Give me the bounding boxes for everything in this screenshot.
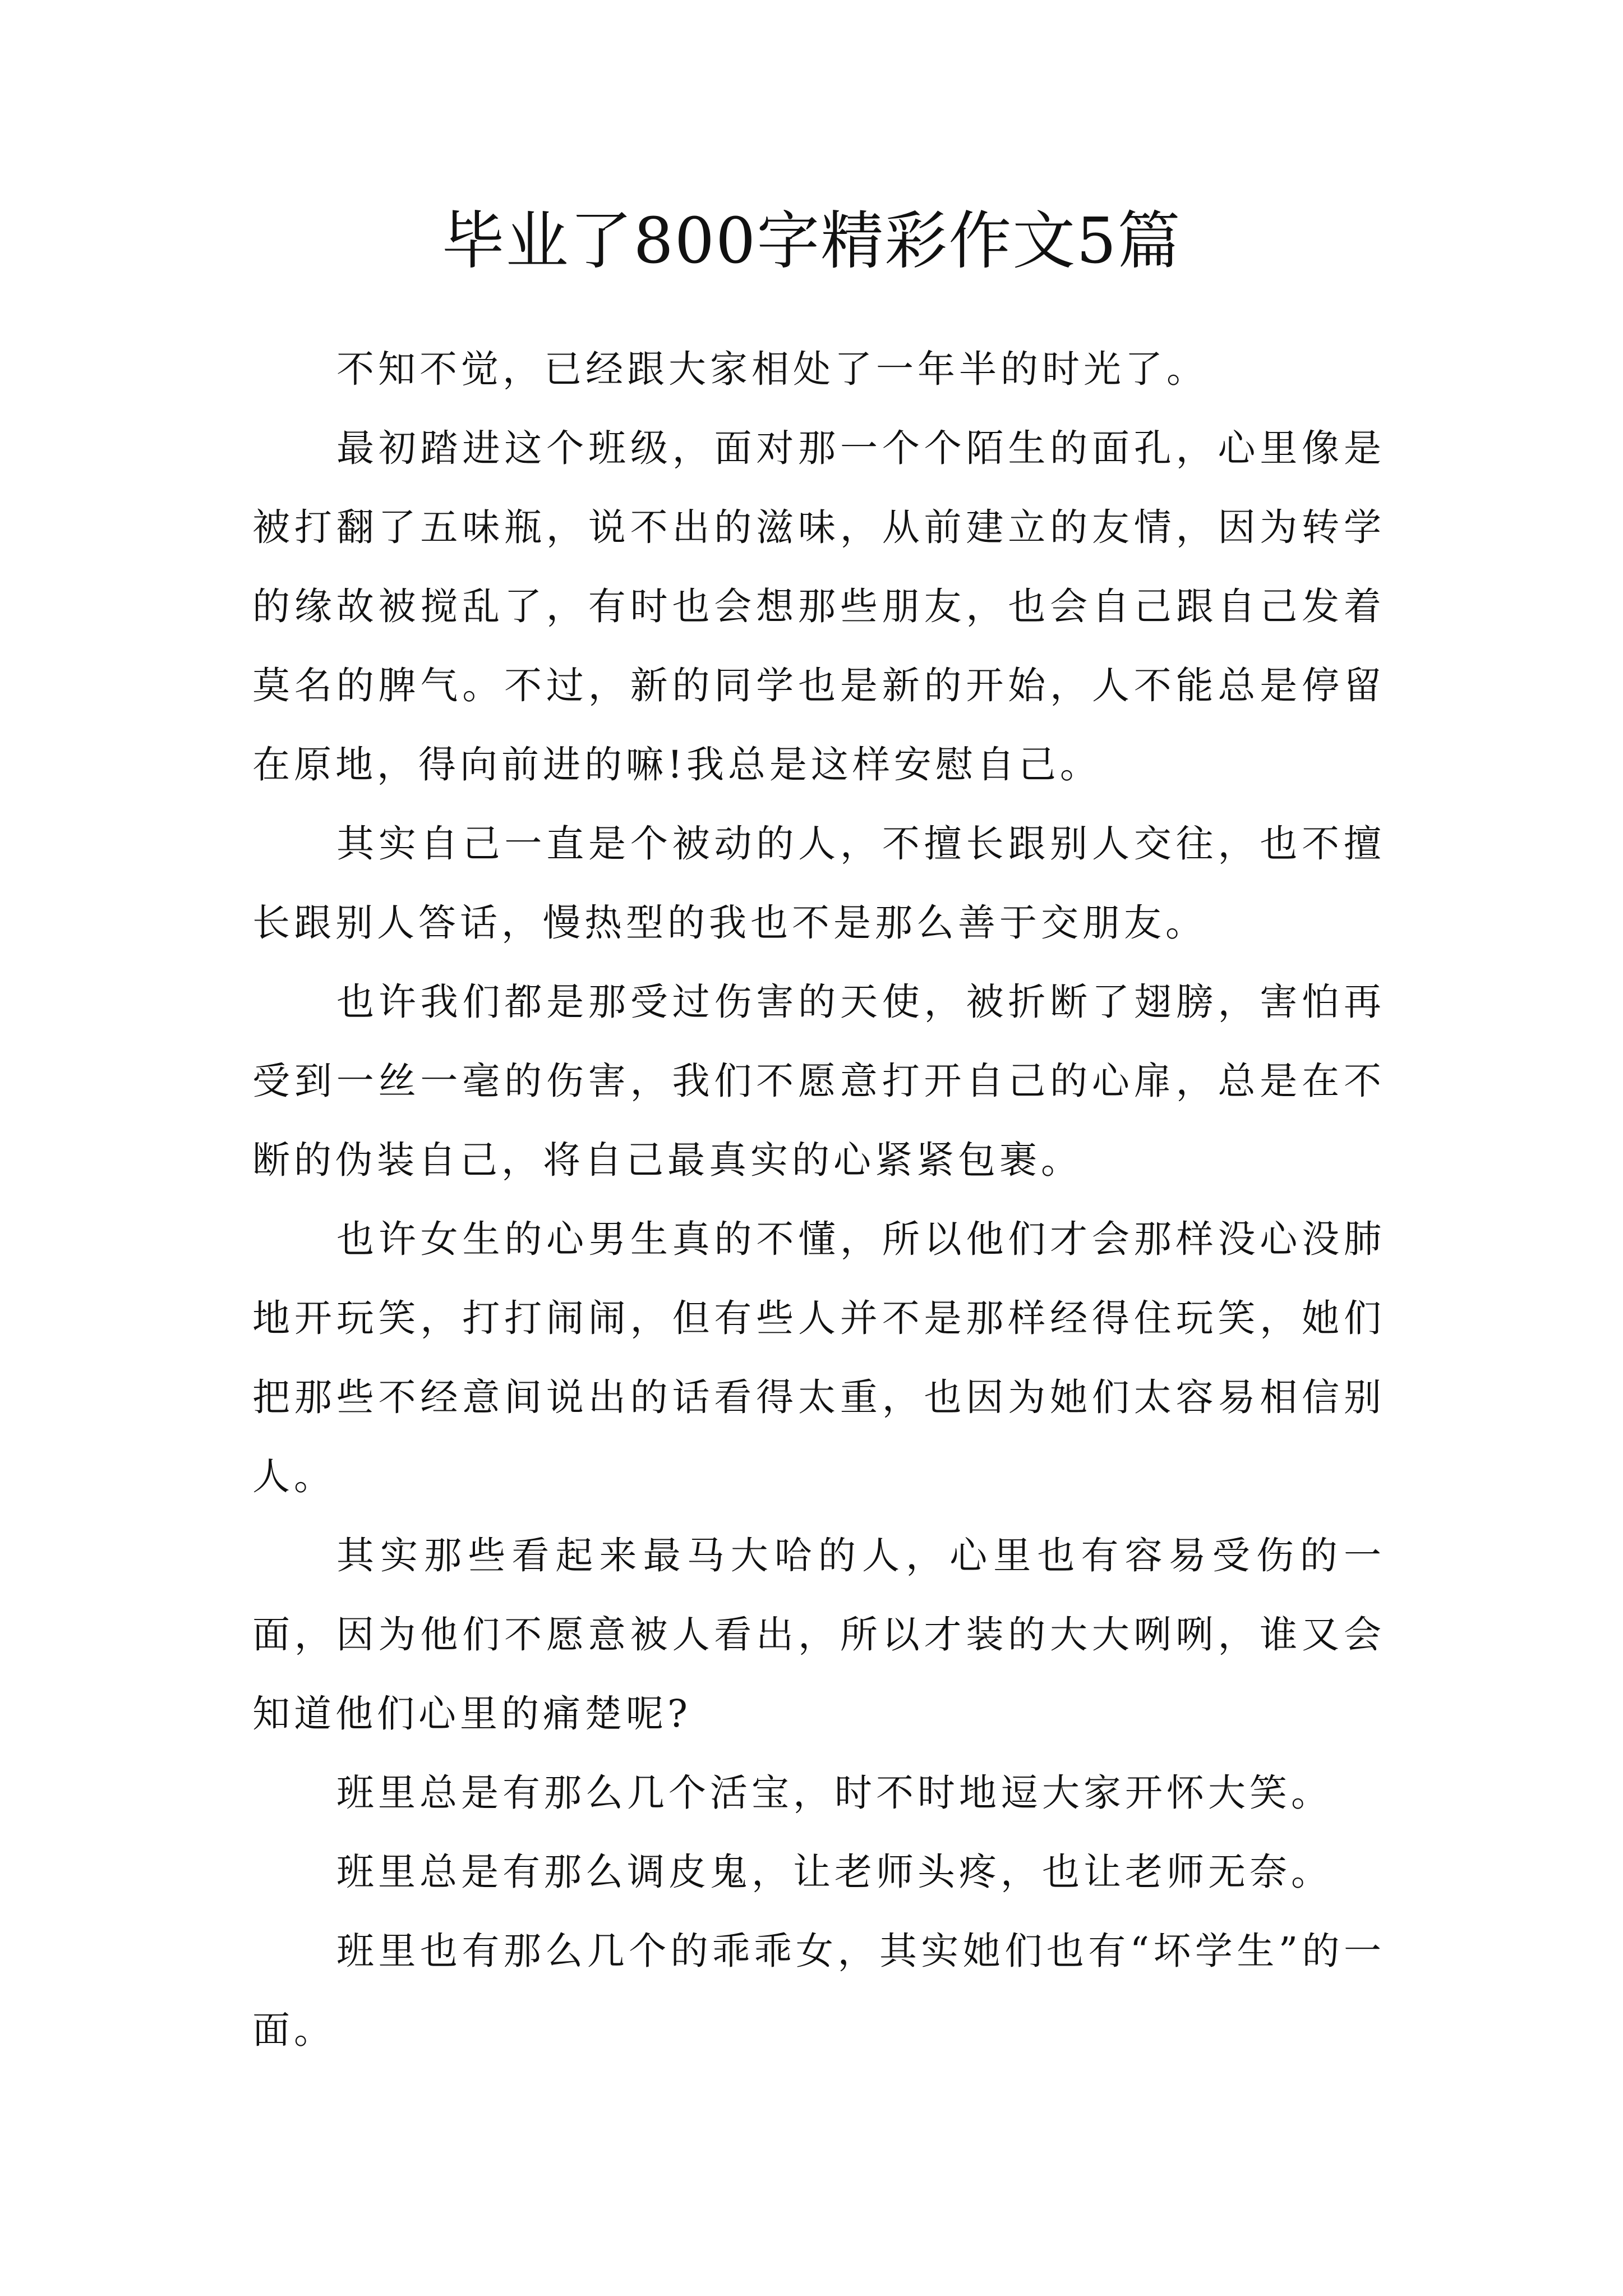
paragraph-9: 班里也有那么几个的乖乖女，其实她们也有“坏学生”的一面。 bbox=[252, 1929, 1385, 2052]
paragraph-4: 也许我们都是那受过伤害的天使，被折断了翅膀，害怕再受到一丝一毫的伤害，我们不愿意打开自己的心扉，总是在不断的伪装自己，将自己最真实的心紧紧包裹。 bbox=[252, 980, 1385, 1182]
paragraph-2: 最初踏进这个班级，面对那一个个陌生的面孔，心里像是被打翻了五味瓶，说不出的滋味，从前建立的友情，因为转学的缘故被搅乱了，有时也会想那些朋友，也会自己跟自己发着莫名的脾气。不过，新的同学也是新的开始，人不能总是停留在原地，得向前进的嘛!我总是这样安慰自己。 bbox=[252, 426, 1385, 786]
paragraph-5: 也许女生的心男生真的不懂，所以他们才会那样没心没肺地开玩笑，打打闹闹，但有些人并不是那样经得住玩笑，她们把那些不经意间说出的话看得太重，也因为她们太容易相信别人。 bbox=[252, 1217, 1385, 1498]
paragraph-8: 班里总是有那么调皮鬼，让老师头疼，也让老师无奈。 bbox=[336, 1850, 1332, 1894]
paragraph-7: 班里总是有那么几个活宝，时不时地逗大家开怀大笑。 bbox=[336, 1771, 1332, 1815]
paragraph-3: 其实自己一直是个被动的人，不擅长跟别人交往，也不擅长跟别人答话，慢热型的我也不是那么善于交朋友。 bbox=[252, 822, 1385, 945]
paragraph-1: 不知不觉，已经跟大家相处了一年半的时光了。 bbox=[336, 347, 1208, 391]
document-body bbox=[252, 330, 1385, 2070]
document-title: 毕业了800字精彩作文5篇 bbox=[441, 205, 1182, 278]
paragraph-6: 其实那些看起来最马大哈的人，心里也有容易受伤的一面，因为他们不愿意被人看出，所以才装的大大咧咧，谁又会知道他们心里的痛楚呢? bbox=[252, 1534, 1385, 1736]
